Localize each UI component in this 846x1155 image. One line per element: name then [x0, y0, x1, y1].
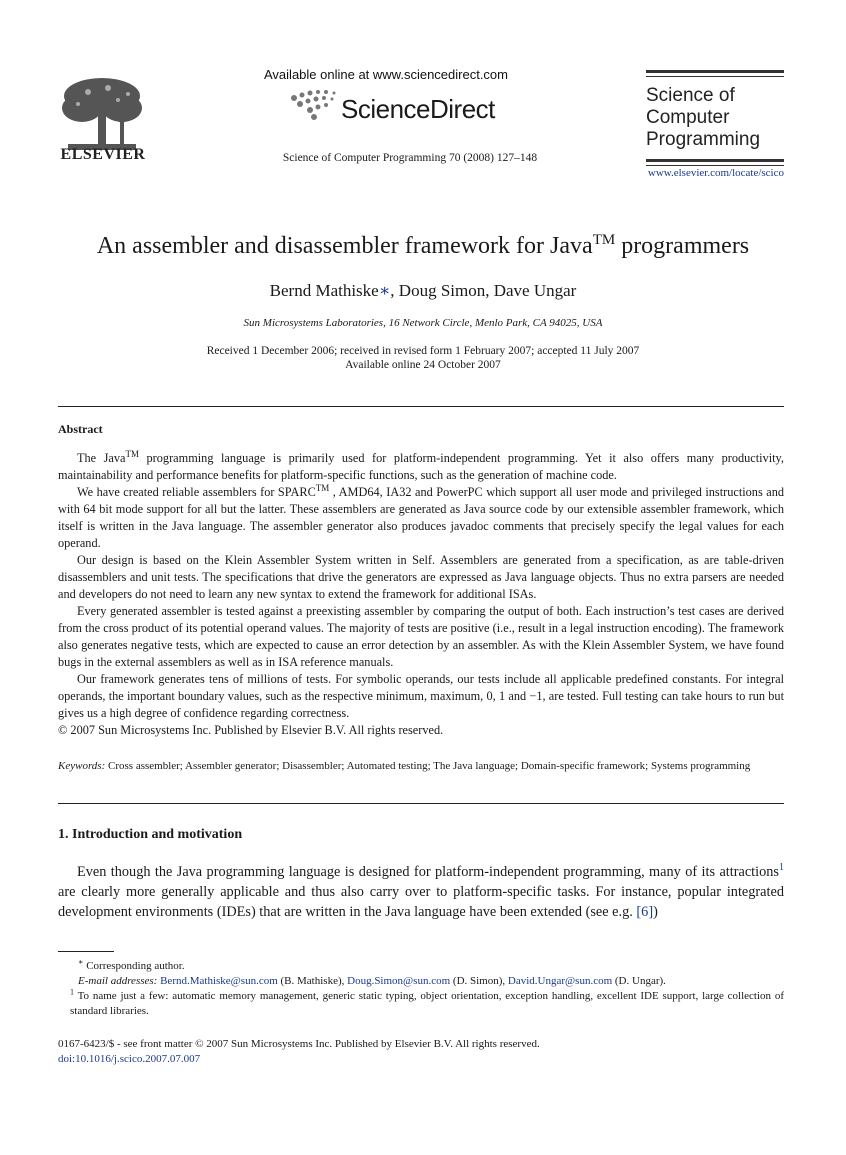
divider-top [58, 406, 784, 407]
email-link[interactable]: Bernd.Mathiske@sun.com [160, 975, 278, 987]
article-history [0, 344, 846, 372]
journal-title-box [646, 70, 784, 166]
footnotes [58, 959, 784, 1019]
abstract-heading: Abstract [58, 422, 103, 436]
footnote-emails: E-mail addresses: Bernd.Mathiske@sun.com (B. Mathiske), Doug.Simon@sun.com (D. Simon), David.Ungar@sun.com (D. Ungar). [78, 975, 666, 987]
footnote-rule [58, 951, 114, 952]
abstract-paragraph: We have created reliable assemblers for SPARC™ , AMD64, IA32 and PowerPC which support all user mode and privileged instructions and with 64 bit mode support for all but the latter. These assemblers are generated as Java source code by our extensible assembler framework, which itself is written in the Java language. The assembler generator also produces javadoc comments that precisely specify the legal values for each operand. [58, 482, 784, 550]
available-online-line[interactable]: Available online at www.sciencedirect.com [264, 67, 508, 82]
abstract-paragraph: Our design is based on the Klein Assembler System written in Self. Assemblers are generated from a specification, as are table-driven disassemblers and unit tests. The specifications that drive the generators are expressed as Java language objects. Thus no extra parsers are needed and developers do not need to learn any new syntax to extend the framework for additional ISAs. [58, 553, 784, 601]
keywords: Keywords: Cross assembler; Assembler generator; Disassembler; Automated testing; The Java language; Domain-specific framework; Systems programming [58, 760, 751, 772]
abstract-paragraph: Every generated assembler is tested against a preexisting assembler by comparing the output of both. Each instruction’s test cases are derived from the cross product of its potential operand values. The majority of tests are positive (i.e., result in a legal instruction encoding). The framework also generates negative tests, which are expected to cause an error detection by an assembler. As with the Klein Assembler System, we have found bugs in the external assemblers as well as in ISA reference manuals. [58, 604, 784, 669]
doi-link[interactable]: doi:10.1016/j.scico.2007.07.007 [58, 1053, 201, 1065]
corresponding-author-mark[interactable]: ∗ [378, 281, 391, 300]
abstract-body [58, 450, 784, 739]
body-paragraph: Even though the Java programming language is designed for platform-independent programming, many of its attractions$^1$ are clearly more generally applicable and thus also carry over to platform-specific tasks. For instance, popular integrated development environments (IDEs) that are written in the Java language have been extended (see e.g. [6]) [58, 862, 784, 920]
abstract-paragraph: Our framework generates tens of millions of tests. For symbolic operands, our tests include all applicable predefined constants. For integral operands, the important boundary values, such as the respective minimum, maximum, 0, 1 and −1, are tested. Full testing can take hours to run but gives us a high degree of confidence regarding correctness. [58, 672, 784, 720]
available-online-date: Available online 24 October 2007 [345, 359, 501, 371]
journal-url-link[interactable]: www.elsevier.com/locate/scico [647, 167, 784, 179]
email-link[interactable]: David.Ungar@sun.com [507, 975, 613, 987]
journal-name-line-1: Science of [646, 85, 735, 106]
journal-name-line-3: Programming [646, 129, 761, 150]
divider-bottom [58, 803, 784, 804]
footnote-ref[interactable]: 1 [779, 862, 784, 874]
received-dates: Received 1 December 2006; received in revised form 1 February 2007; accepted 11 July 2007 [206, 345, 640, 357]
sciencedirect-brand: ScienceDirect [341, 94, 495, 124]
citation-ref[interactable]: [6] [636, 904, 654, 920]
front-matter [58, 1037, 540, 1067]
article-title: An assembler and disassembler framework for Java™ programmers [96, 232, 750, 259]
footnote-corresponding: ∗ Corresponding author. [78, 957, 185, 972]
footnote-1: $^1$ To name just a few: automatic memory management, generic static typing, object orientation, exception handling, excellent IDE support, large collection of standard libraries. [70, 987, 784, 1017]
publisher-name: ELSEVIER [60, 146, 146, 163]
abstract-copyright: © 2007 Sun Microsystems Inc. Published by Elsevier B.V. All rights reserved. [58, 723, 444, 737]
affiliation: Sun Microsystems Laboratories, 16 Network Circle, Menlo Park, CA 94025, USA [243, 317, 603, 329]
section-heading: 1. Introduction and motivation [58, 827, 243, 842]
journal-citation: Science of Computer Programming 70 (2008) 127–148 [282, 152, 538, 164]
sciencedirect-dots-logo [288, 88, 348, 122]
abstract-paragraph: The Java™ programming language is primarily used for platform-independent programming. Yet it also offers many productivity, maintainability and performance benefits for platform-specific functions, such as the generation of machine code. [58, 448, 784, 482]
section-body [58, 862, 784, 922]
email-link[interactable]: Doug.Simon@sun.com [347, 975, 451, 987]
author-list: Bernd Mathiske∗, Doug Simon, Dave Ungar [269, 281, 577, 300]
issn-line: 0167-6423/$ - see front matter © 2007 Sun Microsystems Inc. Published by Elsevier B.V. All rights reserved. [58, 1038, 540, 1050]
journal-name-line-2: Computer [646, 107, 730, 128]
